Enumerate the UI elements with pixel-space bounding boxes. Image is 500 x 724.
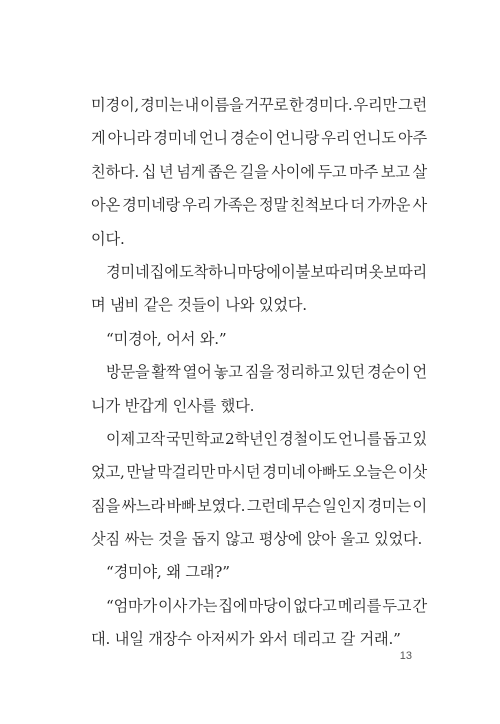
text-line: 방문을 활짝 열어 놓고 짐을 정리하고 있던 경순이 언 (106, 363, 427, 382)
paragraph (91, 256, 427, 323)
paragraph (91, 356, 427, 423)
text-line: 미경이, 경미는 내 이름을 거꾸로 한 경미다. 우리만 그런 (91, 96, 427, 114)
text-line: 친하다. 십 년 넘게 좁은 길을 사이에 두고 마주 보고 살 (91, 162, 427, 181)
paragraph (91, 89, 427, 256)
paragraph (91, 423, 427, 557)
page-number: 13 (399, 650, 412, 662)
text-line: 이제 고작 국민학교 2학년인 경철이도 언니를 돕고 있 (106, 429, 427, 448)
text-line: 대. 내일 개장수 아저씨가 와서 데리고 갈 거래.” (91, 630, 401, 649)
text-line: 며 냄비 같은 것들이 나와 있었다. (91, 296, 307, 315)
paragraph (91, 323, 427, 356)
text-line: 이다. (91, 229, 125, 248)
text-line: 게 아니라 경미네 언니 경순이 언니랑 우리 언니도 아주 (91, 129, 427, 148)
text-line: 니가 반갑게 인사를 했다. (91, 396, 255, 415)
text-line: “미경아, 어서 와.” (106, 329, 227, 348)
text-line: “경미야, 왜 그래?” (106, 563, 230, 582)
body-text (91, 89, 427, 657)
text-line: 었고, 만날 막걸리만 마시던 경미네 아빠도 오늘은 이삿 (91, 463, 427, 482)
text-line: 아온 경미네랑 우리 가족은 정말 친척보다 더 가까운 사 (91, 196, 427, 215)
text-line: “엄마가 이사 가는 집에 마당이 없다고 메리를 두고 간 (106, 596, 427, 615)
text-line: 삿짐 싸는 것을 돕지 않고 평상에 앉아 울고 있었다. (91, 530, 423, 549)
text-line: 짐을 싸느라 바빠 보였다. 그런데 무슨 일인지 경미는 이 (91, 496, 427, 515)
text-line: 경미네 집에 도착하니 마당에 이불 보따리며 옷 보따리 (106, 262, 427, 281)
paragraph (91, 556, 427, 589)
paragraph (91, 590, 427, 657)
